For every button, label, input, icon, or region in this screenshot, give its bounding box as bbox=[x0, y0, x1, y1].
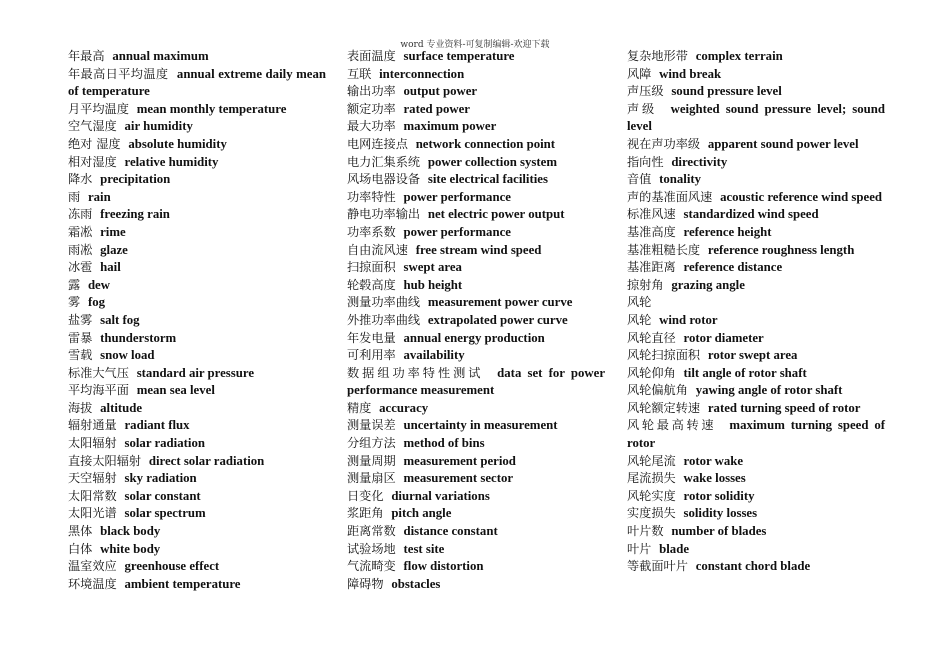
term-chinese: 月平均温度 bbox=[68, 101, 129, 116]
term-english: air humidity bbox=[124, 119, 193, 134]
glossary-entry bbox=[68, 294, 326, 312]
term-chinese: 风轮实度 bbox=[627, 488, 676, 503]
term-english: extrapolated power curve bbox=[427, 312, 568, 327]
term-chinese: 掠射角 bbox=[627, 277, 664, 292]
glossary-entry bbox=[68, 242, 326, 260]
term-chinese: 雷暴 bbox=[68, 330, 93, 345]
glossary-entry bbox=[347, 576, 605, 594]
term-chinese: 距离常数 bbox=[347, 524, 396, 539]
glossary-entry bbox=[627, 277, 885, 295]
term-chinese: 轮毂高度 bbox=[347, 277, 396, 292]
term-english: free stream wind speed bbox=[415, 242, 542, 257]
term-chinese: 基准粗糙长度 bbox=[627, 242, 701, 257]
term-english: dew bbox=[87, 277, 110, 292]
term-english: relative humidity bbox=[124, 154, 219, 169]
term-english: wind rotor bbox=[659, 312, 718, 327]
glossary-entry bbox=[68, 347, 326, 365]
term-english: net electric power output bbox=[427, 207, 565, 222]
term-english: solidity losses bbox=[683, 506, 758, 521]
term-english: salt fog bbox=[100, 312, 140, 327]
term-chinese: 外推功率曲线 bbox=[347, 312, 421, 327]
term-english: flow distortion bbox=[403, 559, 484, 574]
term-chinese: 分组方法 bbox=[347, 436, 396, 451]
glossary-entry bbox=[347, 83, 605, 101]
term-english: acoustic reference wind speed bbox=[720, 189, 883, 204]
glossary-entry bbox=[347, 171, 605, 189]
glossary-entry bbox=[347, 435, 605, 453]
term-english: number of blades bbox=[671, 524, 767, 539]
glossary-entry bbox=[627, 523, 885, 541]
glossary-entry bbox=[68, 365, 326, 383]
glossary-entry bbox=[627, 470, 885, 488]
term-chinese: 声的基准面风速 bbox=[627, 189, 713, 204]
term-chinese: 功率特性 bbox=[347, 189, 396, 204]
term-chinese: 风轮 bbox=[627, 312, 652, 327]
glossary-entry bbox=[627, 171, 885, 189]
glossary-entry bbox=[627, 189, 885, 207]
term-english: surface temperature bbox=[403, 49, 515, 63]
term-chinese: 功率系数 bbox=[347, 224, 396, 239]
glossary-entry bbox=[627, 347, 885, 365]
term-chinese: 风轮最高转速 bbox=[627, 418, 717, 433]
term-chinese: 辐射通量 bbox=[68, 418, 117, 433]
term-english: solar spectrum bbox=[124, 506, 206, 521]
term-english: rotor diameter bbox=[683, 330, 764, 345]
glossary-entry bbox=[347, 136, 605, 154]
term-english: pitch angle bbox=[391, 506, 452, 521]
glossary-entry bbox=[68, 277, 326, 295]
term-chinese: 风轮尾流 bbox=[627, 453, 676, 468]
glossary-entry bbox=[627, 365, 885, 383]
glossary-entry bbox=[68, 400, 326, 418]
term-english: rotor wake bbox=[683, 453, 744, 468]
term-chinese: 白体 bbox=[68, 541, 93, 556]
glossary-entry bbox=[347, 558, 605, 576]
term-chinese: 测量误差 bbox=[347, 418, 396, 433]
term-chinese: 雾 bbox=[68, 295, 81, 310]
term-english: precipitation bbox=[100, 172, 171, 187]
glossary-entry bbox=[347, 206, 605, 224]
term-english: mean sea level bbox=[136, 383, 215, 398]
glossary-entry bbox=[68, 224, 326, 242]
glossary-entry bbox=[627, 558, 885, 576]
term-english: yawing angle of rotor shaft bbox=[695, 383, 843, 398]
term-chinese: 自由流风速 bbox=[347, 242, 408, 257]
term-english: mean monthly temperature bbox=[136, 101, 287, 116]
glossary-column-3 bbox=[627, 48, 885, 576]
glossary-entry bbox=[347, 365, 605, 400]
term-chinese: 风轮扫掠面积 bbox=[627, 348, 701, 363]
term-chinese: 静电功率输出 bbox=[347, 207, 421, 222]
term-chinese: 海拔 bbox=[68, 400, 93, 415]
glossary-entry bbox=[68, 488, 326, 506]
term-english: tilt angle of rotor shaft bbox=[683, 365, 807, 380]
glossary-entry bbox=[627, 453, 885, 471]
glossary-entry bbox=[68, 453, 326, 471]
term-english: hail bbox=[100, 260, 121, 275]
glossary-entry bbox=[627, 154, 885, 172]
term-chinese: 复杂地形带 bbox=[627, 49, 688, 63]
term-chinese: 测量功率曲线 bbox=[347, 295, 421, 310]
term-english: snow load bbox=[100, 348, 155, 363]
term-english: black body bbox=[100, 524, 161, 539]
term-chinese: 风轮偏航角 bbox=[627, 383, 688, 398]
glossary-entry bbox=[347, 453, 605, 471]
glossary-entry bbox=[68, 576, 326, 594]
term-english: apparent sound power level bbox=[707, 136, 859, 151]
term-english: reference height bbox=[683, 224, 772, 239]
term-english: rated power bbox=[403, 101, 470, 116]
glossary-entry bbox=[347, 118, 605, 136]
term-english: reference distance bbox=[683, 260, 783, 275]
glossary-entry bbox=[627, 101, 885, 136]
term-english: directivity bbox=[671, 154, 728, 169]
term-english: interconnection bbox=[379, 66, 465, 81]
term-chinese: 视在声功率级 bbox=[627, 136, 701, 151]
glossary-entry bbox=[347, 470, 605, 488]
term-chinese: 风轮额定转速 bbox=[627, 400, 701, 415]
term-chinese: 年最高 bbox=[68, 49, 105, 63]
term-english: uncertainty in measurement bbox=[403, 418, 558, 433]
glossary-entry bbox=[68, 101, 326, 119]
term-english: swept area bbox=[403, 260, 462, 275]
term-english: measurement power curve bbox=[427, 295, 573, 310]
glossary-entry bbox=[68, 330, 326, 348]
term-chinese: 温室效应 bbox=[68, 559, 117, 574]
glossary-entry bbox=[68, 312, 326, 330]
glossary-entry bbox=[68, 558, 326, 576]
term-english: maximum power bbox=[403, 119, 497, 134]
term-english: measurement period bbox=[403, 453, 516, 468]
term-english: distance constant bbox=[403, 524, 498, 539]
glossary-entry bbox=[68, 136, 326, 154]
term-english: annual energy production bbox=[403, 330, 545, 345]
term-chinese: 霜凇 bbox=[68, 224, 93, 239]
glossary-entry bbox=[68, 171, 326, 189]
glossary-entry bbox=[68, 541, 326, 559]
term-english: grazing angle bbox=[671, 277, 745, 292]
term-english: tonality bbox=[659, 172, 702, 187]
term-english: wind break bbox=[659, 66, 722, 81]
glossary-entry bbox=[68, 505, 326, 523]
glossary-entry bbox=[347, 189, 605, 207]
term-english: data set for power performance measurement bbox=[347, 365, 606, 398]
term-chinese: 精度 bbox=[347, 400, 372, 415]
term-english: freezing rain bbox=[100, 207, 170, 222]
term-english: method of bins bbox=[403, 436, 485, 451]
term-chinese: 空气湿度 bbox=[68, 119, 117, 134]
glossary-entry bbox=[68, 435, 326, 453]
term-english: sky radiation bbox=[124, 471, 197, 486]
term-chinese: 测量扇区 bbox=[347, 471, 396, 486]
term-chinese: 数据组功率特性测试 bbox=[347, 365, 484, 380]
term-chinese: 风轮 bbox=[627, 295, 652, 310]
term-chinese: 音值 bbox=[627, 172, 652, 187]
glossary-entry bbox=[347, 417, 605, 435]
glossary-entry bbox=[347, 66, 605, 84]
term-english: thunderstorm bbox=[100, 330, 177, 345]
term-english: rime bbox=[100, 224, 126, 239]
term-english: reference roughness length bbox=[707, 242, 855, 257]
term-chinese: 输出功率 bbox=[347, 84, 396, 99]
glossary-entry bbox=[68, 382, 326, 400]
term-chinese: 年最高日平均温度 bbox=[68, 66, 169, 81]
term-chinese: 风障 bbox=[627, 66, 652, 81]
term-chinese: 基准高度 bbox=[627, 224, 676, 239]
term-chinese: 声级 bbox=[627, 101, 658, 116]
term-chinese: 表面温度 bbox=[347, 49, 396, 63]
glossary-entry bbox=[347, 523, 605, 541]
glossary-entry bbox=[347, 347, 605, 365]
glossary-entry bbox=[627, 312, 885, 330]
term-chinese: 雨 bbox=[68, 189, 81, 204]
glossary-entry bbox=[347, 224, 605, 242]
glossary-entry bbox=[347, 101, 605, 119]
glossary-entry bbox=[627, 330, 885, 348]
term-english: greenhouse effect bbox=[124, 559, 220, 574]
term-chinese: 风场电器设备 bbox=[347, 172, 421, 187]
glossary-entry bbox=[347, 277, 605, 295]
term-english: rotor swept area bbox=[707, 348, 798, 363]
term-english: maximum turning speed of rotor bbox=[627, 418, 886, 451]
term-chinese: 冻雨 bbox=[68, 207, 93, 222]
term-chinese: 雨凇 bbox=[68, 242, 93, 257]
term-chinese: 太阳辐射 bbox=[68, 436, 117, 451]
glossary-entry bbox=[68, 470, 326, 488]
glossary-entry bbox=[68, 189, 326, 207]
term-chinese: 尾流损失 bbox=[627, 471, 676, 486]
glossary-entry bbox=[347, 48, 605, 66]
term-english: standard air pressure bbox=[136, 365, 255, 380]
glossary-entry bbox=[347, 400, 605, 418]
glossary-entry bbox=[627, 242, 885, 260]
term-chinese: 风轮直径 bbox=[627, 330, 676, 345]
term-english: absolute humidity bbox=[128, 136, 227, 151]
term-english: blade bbox=[659, 541, 689, 556]
term-english: power performance bbox=[403, 189, 511, 204]
term-english: diurnal variations bbox=[391, 488, 490, 503]
term-english: rated turning speed of rotor bbox=[707, 400, 861, 415]
term-english: solar radiation bbox=[124, 436, 205, 451]
term-english: ambient temperature bbox=[124, 576, 241, 591]
term-english: rotor solidity bbox=[683, 488, 755, 503]
glossary-entry bbox=[627, 294, 885, 312]
glossary-entry bbox=[627, 400, 885, 418]
term-english: site electrical facilities bbox=[427, 172, 548, 187]
term-english: direct solar radiation bbox=[148, 453, 265, 468]
term-english: annual maximum bbox=[112, 49, 209, 63]
term-chinese: 日变化 bbox=[347, 488, 384, 503]
term-english: altitude bbox=[100, 400, 143, 415]
term-chinese: 指向性 bbox=[627, 154, 664, 169]
term-chinese: 电力汇集系统 bbox=[347, 154, 421, 169]
term-chinese: 互联 bbox=[347, 66, 372, 81]
term-english: availability bbox=[403, 348, 465, 363]
glossary-entry bbox=[627, 382, 885, 400]
glossary-entry bbox=[627, 541, 885, 559]
term-chinese: 等截面叶片 bbox=[627, 559, 688, 574]
term-english: fog bbox=[87, 295, 105, 310]
term-english: network connection point bbox=[415, 136, 556, 151]
term-chinese: 实度损失 bbox=[627, 506, 676, 521]
glossary-entry bbox=[627, 488, 885, 506]
term-chinese: 年发电量 bbox=[347, 330, 396, 345]
glossary-entry bbox=[627, 136, 885, 154]
term-english: constant chord blade bbox=[695, 559, 811, 574]
glossary-entry bbox=[68, 523, 326, 541]
glossary-entry bbox=[627, 83, 885, 101]
glossary-column-2 bbox=[347, 48, 605, 593]
glossary-entry bbox=[68, 206, 326, 224]
term-english: power collection system bbox=[427, 154, 557, 169]
glossary-entry bbox=[347, 154, 605, 172]
term-english: sound pressure level bbox=[671, 84, 782, 99]
glossary-entry bbox=[627, 505, 885, 523]
term-chinese: 盐雾 bbox=[68, 312, 93, 327]
term-chinese: 声压级 bbox=[627, 84, 664, 99]
term-chinese: 露 bbox=[68, 277, 81, 292]
term-english: obstacles bbox=[391, 576, 441, 591]
term-english: solar constant bbox=[124, 488, 201, 503]
term-chinese: 雪载 bbox=[68, 348, 93, 363]
term-chinese: 气流畸变 bbox=[347, 559, 396, 574]
term-chinese: 太阳光谱 bbox=[68, 506, 117, 521]
term-english: white body bbox=[100, 541, 161, 556]
glossary-entry bbox=[627, 259, 885, 277]
term-english: measurement sector bbox=[403, 471, 514, 486]
glossary-entry bbox=[627, 66, 885, 84]
term-chinese: 额定功率 bbox=[347, 101, 396, 116]
term-english: glaze bbox=[100, 242, 128, 257]
term-english: radiant flux bbox=[124, 418, 190, 433]
glossary-entry bbox=[68, 417, 326, 435]
term-chinese: 测量周期 bbox=[347, 453, 396, 468]
term-english: hub height bbox=[403, 277, 463, 292]
term-chinese: 平均海平面 bbox=[68, 383, 129, 398]
term-english: annual extreme daily mean of temperature bbox=[68, 66, 327, 99]
glossary-entry bbox=[347, 505, 605, 523]
glossary-entry bbox=[347, 294, 605, 312]
glossary-entry bbox=[68, 118, 326, 136]
glossary-column-1 bbox=[68, 48, 326, 593]
term-chinese: 降水 bbox=[68, 172, 93, 187]
term-chinese: 风轮仰角 bbox=[627, 365, 676, 380]
term-english: test site bbox=[403, 541, 445, 556]
glossary-entry bbox=[68, 259, 326, 277]
term-chinese: 障碍物 bbox=[347, 576, 384, 591]
glossary-entry bbox=[347, 330, 605, 348]
term-english: power performance bbox=[403, 224, 511, 239]
term-english: weighted sound pressure level; sound level bbox=[627, 101, 886, 134]
glossary-entry bbox=[347, 541, 605, 559]
term-english: output power bbox=[403, 84, 478, 99]
glossary-entry bbox=[68, 48, 326, 66]
term-chinese: 试验场地 bbox=[347, 541, 396, 556]
glossary-entry bbox=[68, 154, 326, 172]
term-chinese: 相对湿度 bbox=[68, 154, 117, 169]
term-english: standardized wind speed bbox=[683, 207, 819, 222]
term-chinese: 电网连接点 bbox=[347, 136, 408, 151]
glossary-entry bbox=[627, 224, 885, 242]
term-chinese: 基准距离 bbox=[627, 260, 676, 275]
term-english: wake losses bbox=[683, 471, 746, 486]
term-chinese: 绝对 湿度 bbox=[68, 136, 121, 151]
term-chinese: 可利用率 bbox=[347, 348, 396, 363]
glossary-entry bbox=[627, 417, 885, 452]
term-chinese: 扫掠面积 bbox=[347, 260, 396, 275]
term-chinese: 太阳常数 bbox=[68, 488, 117, 503]
glossary-entry bbox=[627, 206, 885, 224]
term-english: rain bbox=[87, 189, 111, 204]
term-chinese: 黑体 bbox=[68, 524, 93, 539]
term-chinese: 浆距角 bbox=[347, 506, 384, 521]
term-english: accuracy bbox=[379, 400, 429, 415]
term-chinese: 标准风速 bbox=[627, 207, 676, 222]
glossary-entry bbox=[627, 48, 885, 66]
term-chinese: 最大功率 bbox=[347, 119, 396, 134]
glossary-entry bbox=[347, 242, 605, 260]
glossary-entry bbox=[68, 66, 326, 101]
term-chinese: 天空辐射 bbox=[68, 471, 117, 486]
term-chinese: 标准大气压 bbox=[68, 365, 129, 380]
term-chinese: 冰雹 bbox=[68, 260, 93, 275]
glossary-entry bbox=[347, 488, 605, 506]
term-chinese: 叶片 bbox=[627, 541, 652, 556]
term-chinese: 叶片数 bbox=[627, 524, 664, 539]
glossary-entry bbox=[347, 259, 605, 277]
term-english: complex terrain bbox=[695, 49, 783, 63]
term-chinese: 直接太阳辐射 bbox=[68, 453, 142, 468]
glossary-entry bbox=[347, 312, 605, 330]
term-chinese: 环境温度 bbox=[68, 576, 117, 591]
page-header: word 专业资料-可复制编辑-欢迎下载 bbox=[400, 40, 550, 50]
